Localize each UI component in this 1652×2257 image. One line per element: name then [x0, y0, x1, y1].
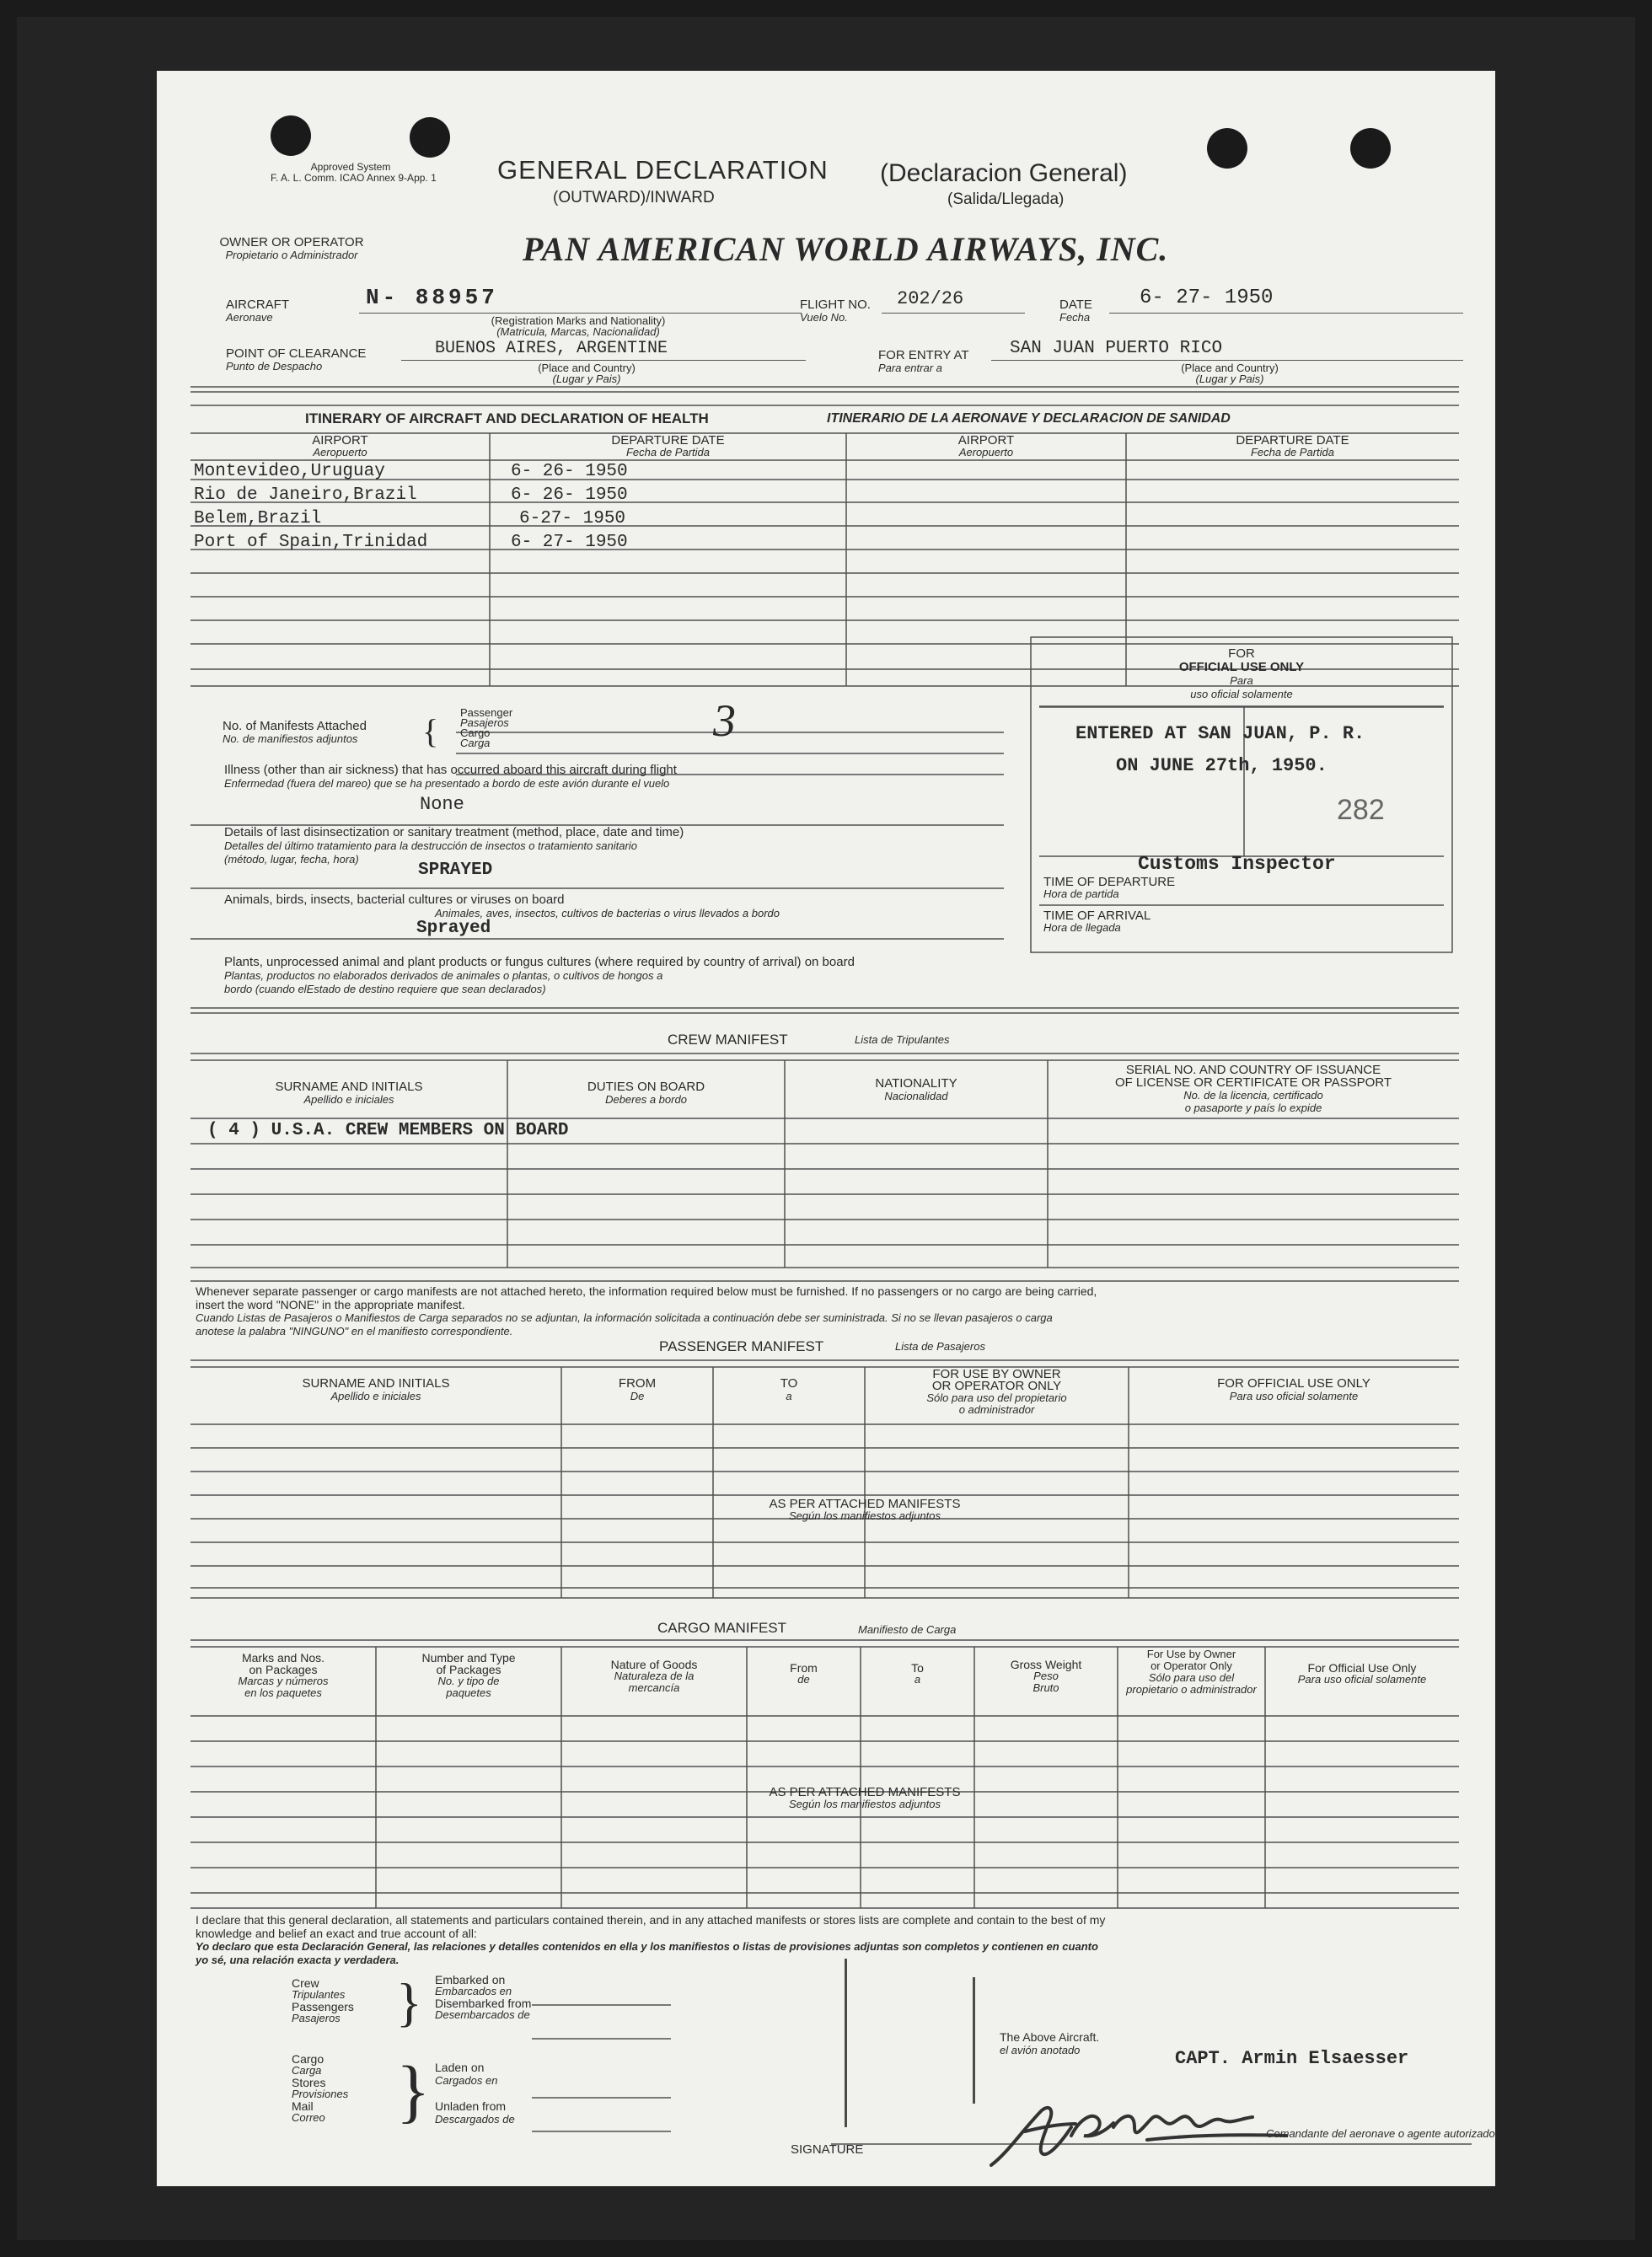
pax-col-to-en: TO [780, 1376, 798, 1391]
pax-col-from [561, 1377, 713, 1402]
clearance-caption-es: (Lugar y Pais) [552, 373, 621, 385]
entry-caption-es: (Lugar y Pais) [1195, 373, 1264, 385]
clearance-label-block [226, 347, 366, 373]
official-for: FOR [1228, 646, 1255, 661]
cargo-col-official [1265, 1662, 1459, 1686]
pax-note-en: AS PER ATTACHED MANIFESTS [769, 1497, 961, 1511]
flight-label-block [800, 298, 871, 324]
above-aircraft-label [1000, 2031, 1099, 2056]
cargo-col-packages-en2: of Packages [436, 1663, 502, 1676]
crew-brace: } [396, 1972, 422, 2032]
cargo-note-es: Según los manifiestos adjuntos [789, 1798, 941, 1810]
date-label-block [1059, 298, 1092, 324]
col-date-1: DEPARTURE DATE [611, 433, 725, 448]
illness-label-block [224, 764, 677, 791]
cargo-col-to-en: To [911, 1661, 924, 1675]
manifests-label-es: No. de manifiestos adjuntos [223, 732, 358, 745]
pax-col-to-es: a [786, 1390, 792, 1402]
declaration-text [196, 1913, 1105, 1967]
col-date-1-es: Fecha de Partida [625, 446, 710, 458]
entry-caption-en: (Place and Country) [1181, 362, 1279, 374]
crew-col-nationality-es: Nacionalidad [884, 1090, 948, 1102]
crew-col-duties [507, 1080, 785, 1106]
cargo-col-owner [1118, 1649, 1265, 1696]
crew-col-nationality [785, 1077, 1048, 1102]
official-para: Para [1230, 674, 1253, 687]
illness-label-es: Enfermedad (fuera del mareo) que se ha presentado a bordo de este avión durante el vuelo [224, 777, 670, 790]
pax-col-name [190, 1377, 561, 1402]
itinerary-row-airport: Montevideo,Uruguay [194, 462, 385, 481]
cargo-col-to-es: a [914, 1673, 921, 1686]
manifest-notice [196, 1284, 1097, 1338]
plants-label-es: Plantas, productos no elaborados derivados de animales o plantas, o cultivos de hongos a [224, 969, 663, 982]
passenger-type: Passenger [460, 706, 513, 719]
crew-entry: ( 4 ) U.S.A. CREW MEMBERS ON BOARD [207, 1121, 569, 1140]
disinsect-value: SPRAYED [418, 860, 493, 880]
arrival-label-es: Hora de llegada [1043, 921, 1121, 934]
aircraft-caption-es: (Matricula, Marcas, Nacionalidad) [496, 325, 660, 338]
cargo-col-goods [561, 1659, 747, 1694]
general-declaration-form [157, 71, 1495, 2186]
cargo-col-from-en: From [790, 1661, 818, 1675]
departure-label-block [1043, 877, 1175, 900]
crew-col-nationality-en: NATIONALITY [875, 1076, 957, 1091]
disinsect-label: Details of last disinsectization or sanitary treatment (method, place, date and time) [224, 825, 684, 839]
plants-label-block [224, 956, 855, 996]
manifests-count: 3 [713, 695, 736, 746]
illness-label: Illness (other than air sickness) that has occurred aboard this aircraft during flight [224, 763, 677, 777]
entry-label-block [878, 349, 969, 374]
pax-col-owner [865, 1369, 1129, 1416]
animals-label: Animals, birds, insects, bacterial cultures or viruses on board [224, 893, 565, 907]
col-airport-1-es: Aeropuerto [313, 446, 367, 458]
laden-labels [435, 2061, 515, 2126]
footer-disembarked: Disembarked from [435, 1997, 532, 2010]
manifests-brace: { [422, 712, 439, 750]
pax-col-owner-es2: o administrador [958, 1403, 1035, 1416]
entry-point: SAN JUAN PUERTO RICO [1010, 339, 1223, 358]
approved-label: Approved System [310, 161, 391, 173]
notice-es1: Cuando Listas de Pasajeros o Manifiestos de Carga separados no se adjuntan, la información solicitada a continuación debe ser suministrada. Si no se llevan pasajeros o carga [196, 1311, 1053, 1324]
footer-crew: Crew [292, 1976, 319, 1990]
arrival-label: TIME OF ARRIVAL [1043, 909, 1151, 923]
cargo-col-owner-es2: propietario o administrador [1126, 1683, 1257, 1696]
col-airport-1: AIRPORT [312, 433, 368, 448]
clearance-caption [490, 362, 684, 384]
itinerary-date-header-2 [1126, 435, 1459, 458]
disinsect-label-es: Detalles del último tratamiento para la destrucción de insectos o tratamiento sanitario [224, 839, 637, 852]
owner-label-es: Propietario o Administrador [225, 249, 358, 261]
cargo-manifest-title-es: Manifiesto de Carga [858, 1623, 957, 1636]
cargo-col-marks-en1: Marks and Nos. [241, 1651, 325, 1665]
declaration-es2: yo sé, una relación exacta y verdadera. [196, 1954, 400, 1966]
cargo-col-owner-en1: For Use by Owner [1146, 1648, 1236, 1660]
itinerary-date-header-1 [490, 435, 846, 458]
cargo-col-from [747, 1662, 861, 1686]
pax-col-to [713, 1377, 865, 1402]
entry-stamp-line-2: ON JUNE 27th, 1950. [1116, 755, 1328, 776]
passenger-manifest-title: PASSENGER MANIFEST [659, 1338, 824, 1354]
crew-col-duties-en: DUTIES ON BOARD [587, 1080, 705, 1094]
footer-mail: Mail [292, 2099, 314, 2113]
cargo-col-goods-en1: Nature of Goods [610, 1658, 698, 1671]
cargo-col-packages-es1: No. y tipo de [437, 1675, 500, 1687]
cargo-type: Cargo [460, 726, 491, 739]
crew-col-license-en1: SERIAL NO. AND COUNTRY OF ISSUANCE [1125, 1063, 1381, 1077]
aircraft-label-block [226, 298, 289, 324]
operator-name: PAN AMERICAN WORLD AIRWAYS, INC. [523, 230, 1169, 268]
crew-col-license-es1: No. de la licencia, certificado [1183, 1089, 1323, 1102]
cargo-col-weight-en: Gross Weight [1010, 1658, 1082, 1671]
footer-stores: Stores [292, 2076, 326, 2089]
footer-passengers: Passengers [292, 2000, 354, 2013]
crew-col-license-es2: o pasaporte y país lo expide [1184, 1102, 1322, 1114]
aircraft-label: AIRCRAFT [226, 298, 289, 312]
pax-col-official-es: Para uso oficial solamente [1229, 1390, 1359, 1402]
col-airport-2: AIRPORT [957, 433, 1015, 448]
flight-date: 6- 27- 1950 [1140, 287, 1274, 309]
form-title: GENERAL DECLARATION [497, 155, 829, 185]
cargo-col-marks-en2: on Packages [249, 1663, 318, 1676]
footer-divider-bar [845, 1959, 847, 2127]
footer-disembarked-es: Desembarcados de [435, 2008, 530, 2021]
cargo-col-packages [376, 1652, 561, 1699]
embark-labels [435, 1974, 531, 2021]
cargo-col-official-en: For Official Use Only [1307, 1661, 1417, 1675]
crew-passenger-labels [292, 1977, 354, 2024]
footer-laden: Laden on [435, 2061, 485, 2074]
clearance-point: BUENOS AIRES, ARGENTINE [435, 339, 668, 358]
disinsect-label-es2: (método, lugar, fecha, hora) [224, 853, 359, 866]
crew-manifest-title: CREW MANIFEST [668, 1032, 788, 1048]
footer-mail-es: Correo [292, 2111, 325, 2124]
customs-inspector: Customs Inspector [1138, 853, 1336, 875]
cargo-col-goods-es2: mercancía [628, 1681, 680, 1694]
itinerary-row-airport: Belem,Brazil [194, 509, 322, 528]
footer-cargo-es: Carga [292, 2064, 322, 2077]
crew-col-name-en: SURNAME AND INITIALS [275, 1080, 423, 1094]
fal-reference: F. A. L. Comm. ICAO Annex 9-App. 1 [271, 172, 437, 184]
owner-label-block [216, 236, 367, 261]
cargo-col-marks-es2: en los paquetes [244, 1686, 322, 1699]
animals-value: Sprayed [416, 919, 491, 938]
aircraft-caption [410, 315, 747, 337]
footer-unladen-es: Descargados de [435, 2113, 515, 2126]
itinerary-title-es: ITINERARIO DE LA AERONAVE Y DECLARACION DE SANIDAD [827, 411, 1231, 426]
pax-col-name-en: SURNAME AND INITIALS [302, 1376, 450, 1391]
aircraft-caption-en: (Registration Marks and Nationality) [491, 314, 666, 327]
official-title-es: uso oficial solamente [1190, 688, 1293, 700]
cargo-col-packages-en1: Number and Type [421, 1651, 516, 1665]
entry-label: FOR ENTRY AT [878, 348, 969, 362]
itinerary-row-airport: Rio de Janeiro,Brazil [194, 485, 417, 505]
manifests-label-block [223, 720, 367, 745]
manifest-types [460, 708, 512, 748]
footer-crew-es: Tripulantes [292, 1988, 346, 2001]
pax-col-name-es: Apellido e iniciales [330, 1390, 421, 1402]
arrival-label-block [1043, 910, 1150, 934]
itinerary-row-date: 6-27- 1950 [519, 509, 626, 528]
cargo-type-es: Carga [460, 737, 491, 749]
animals-label-block [224, 893, 780, 920]
notice-en1: Whenever separate passenger or cargo manifests are not attached hereto, the information required below must be furnished. If no passengers or no cargo are being carried, [196, 1284, 1097, 1298]
cargo-col-marks [190, 1652, 376, 1699]
date-label-es: Fecha [1059, 311, 1091, 324]
direction-es: (Salida/Llegada) [947, 190, 1065, 208]
declaration-en2: knowledge and belief an exact and true account of all: [196, 1927, 477, 1940]
flight-number: 202/26 [897, 288, 964, 309]
pax-col-owner-es1: Sólo para uso del propietario [926, 1391, 1067, 1404]
pax-col-official [1129, 1377, 1459, 1402]
entry-caption [1133, 362, 1327, 384]
signature-caption: Comandante del aeronave o agente autorizado [1266, 2127, 1495, 2140]
footer-above: The Above Aircraft. [1000, 2030, 1100, 2044]
cargo-note-en: AS PER ATTACHED MANIFESTS [769, 1785, 961, 1799]
crew-col-name-es: Apellido e iniciales [303, 1093, 394, 1106]
owner-label: OWNER OR OPERATOR [219, 235, 364, 249]
illness-value: None [420, 794, 464, 815]
passenger-manifest-title-es: Lista de Pasajeros [895, 1340, 985, 1353]
clearance-label: POINT OF CLEARANCE [226, 346, 367, 361]
departure-label-es: Hora de partida [1043, 887, 1119, 900]
departure-label: TIME OF DEPARTURE [1043, 875, 1176, 889]
crew-col-duties-es: Deberes a bordo [605, 1093, 687, 1106]
cargo-manifest-title: CARGO MANIFEST [657, 1620, 787, 1636]
official-box-header [1031, 647, 1452, 701]
flight-label-es: Vuelo No. [800, 311, 848, 324]
cargo-col-packages-es2: paquetes [446, 1686, 491, 1699]
declaration-es1: Yo declaro que esta Declaración General, las relaciones y detalles contenidos en ella y los manifiestos o listas de provisiones adjuntas son completos y contienen en cuanto [196, 1940, 1098, 1953]
cargo-col-weight [974, 1659, 1118, 1694]
plants-label-es2: bordo (cuando elEstado de destino requiere que sean declarados) [224, 983, 546, 995]
entry-label-es: Para entrar a [878, 362, 942, 374]
aircraft-label-es: Aeronave [226, 311, 273, 324]
cargo-col-to [861, 1662, 974, 1686]
cargo-col-goods-es1: Naturaleza de la [614, 1670, 695, 1682]
direction: (OUTWARD)/INWARD [553, 189, 715, 206]
date-label: DATE [1059, 298, 1092, 312]
footer-laden-es: Cargados en [435, 2074, 498, 2087]
form-title-es: (Declaracion General) [880, 159, 1128, 187]
declaration-en1: I declare that this general declaration, all statements and particulars contained therein, and in any attached manifests or stores lists are complete and contain to the best of my [196, 1913, 1106, 1927]
pax-col-owner-en1: FOR USE BY OWNER [932, 1367, 1061, 1381]
plants-label: Plants, unprocessed animal and plant products or fungus cultures (where required by country of arrival) on board [224, 955, 855, 969]
crew-col-license-en2: OF LICENSE OR CERTIFICATE OR PASSPORT [1114, 1075, 1392, 1090]
entry-number: 282 [1337, 794, 1385, 826]
passenger-type-es: Pasajeros [460, 716, 509, 729]
cargo-col-weight-es2: Bruto [1032, 1681, 1059, 1694]
footer-unladen: Unladen from [435, 2099, 507, 2113]
cargo-stores-labels [292, 2053, 348, 2124]
footer-cargo: Cargo [292, 2052, 324, 2066]
crew-col-name [190, 1080, 507, 1106]
pax-note-es: Según los manifiestos adjuntos [789, 1509, 941, 1522]
pax-col-from-en: FROM [618, 1376, 657, 1391]
aircraft-registration: N- 88957 [366, 285, 498, 310]
col-date-2: DEPARTURE DATE [1236, 433, 1349, 448]
animals-label-es: Animales, aves, insectos, cultivos de bacterias o virus llevados a bordo [435, 907, 780, 919]
footer-embarked-es: Embarcados en [435, 1985, 512, 1997]
crew-col-license [1048, 1064, 1459, 1114]
itinerary-row-date: 6- 27- 1950 [511, 533, 628, 552]
clearance-caption-en: (Place and Country) [538, 362, 636, 374]
crew-manifest-title-es: Lista de Tripulantes [855, 1033, 950, 1046]
signature-label: SIGNATURE [791, 2142, 864, 2157]
itinerary-row-airport: Port of Spain,Trinidad [194, 533, 428, 552]
footer-signature-rule [973, 1977, 975, 2104]
official-title: OFFICIAL USE ONLY [1178, 660, 1305, 674]
cargo-col-owner-es1: Sólo para uso del [1148, 1671, 1235, 1684]
pax-col-official-en: FOR OFFICIAL USE ONLY [1217, 1376, 1370, 1391]
itinerary-row-date: 6- 26- 1950 [511, 485, 628, 505]
cargo-col-weight-es1: Peso [1033, 1670, 1059, 1682]
notice-es2: anotese la palabra "NINGUNO" en el manifiesto correspondiente. [196, 1325, 513, 1338]
footer-stores-es: Provisiones [292, 2088, 349, 2100]
clearance-label-es: Punto de Despacho [226, 360, 323, 373]
itinerary-airport-header-2 [846, 435, 1126, 458]
captain-name: CAPT. Armin Elsaesser [1175, 2048, 1409, 2069]
cargo-col-official-es: Para uso oficial solamente [1297, 1673, 1427, 1686]
cargo-attached-note [713, 1787, 1016, 1810]
flight-label: FLIGHT NO. [800, 298, 871, 312]
approved-system [271, 161, 437, 184]
footer-passengers-es: Pasajeros [292, 2012, 341, 2024]
manifests-label: No. of Manifests Attached [223, 719, 367, 733]
notice-en2: insert the word "NONE" in the appropriate manifest. [196, 1298, 465, 1311]
footer-above-es: el avión anotado [1000, 2044, 1081, 2056]
col-date-2-es: Fecha de Partida [1250, 446, 1334, 458]
pax-attached-note [713, 1498, 1016, 1522]
itinerary-title: ITINERARY OF AIRCRAFT AND DECLARATION OF HEALTH [305, 410, 709, 426]
cargo-brace: } [396, 2052, 431, 2131]
col-airport-2-es: Aeropuerto [958, 446, 1014, 458]
pax-col-owner-en2: OR OPERATOR ONLY [931, 1379, 1062, 1393]
cargo-col-owner-en2: or Operator Only [1150, 1659, 1232, 1672]
pax-col-from-es: De [630, 1390, 645, 1402]
cargo-col-marks-es1: Marcas y números [238, 1675, 329, 1687]
itinerary-row-date: 6- 26- 1950 [511, 462, 628, 481]
itinerary-airport-header-1 [190, 435, 490, 458]
footer-embarked: Embarked on [435, 1973, 506, 1986]
entry-stamp-line-1: ENTERED AT SAN JUAN, P. R. [1075, 723, 1365, 744]
cargo-col-from-es: de [797, 1673, 810, 1686]
